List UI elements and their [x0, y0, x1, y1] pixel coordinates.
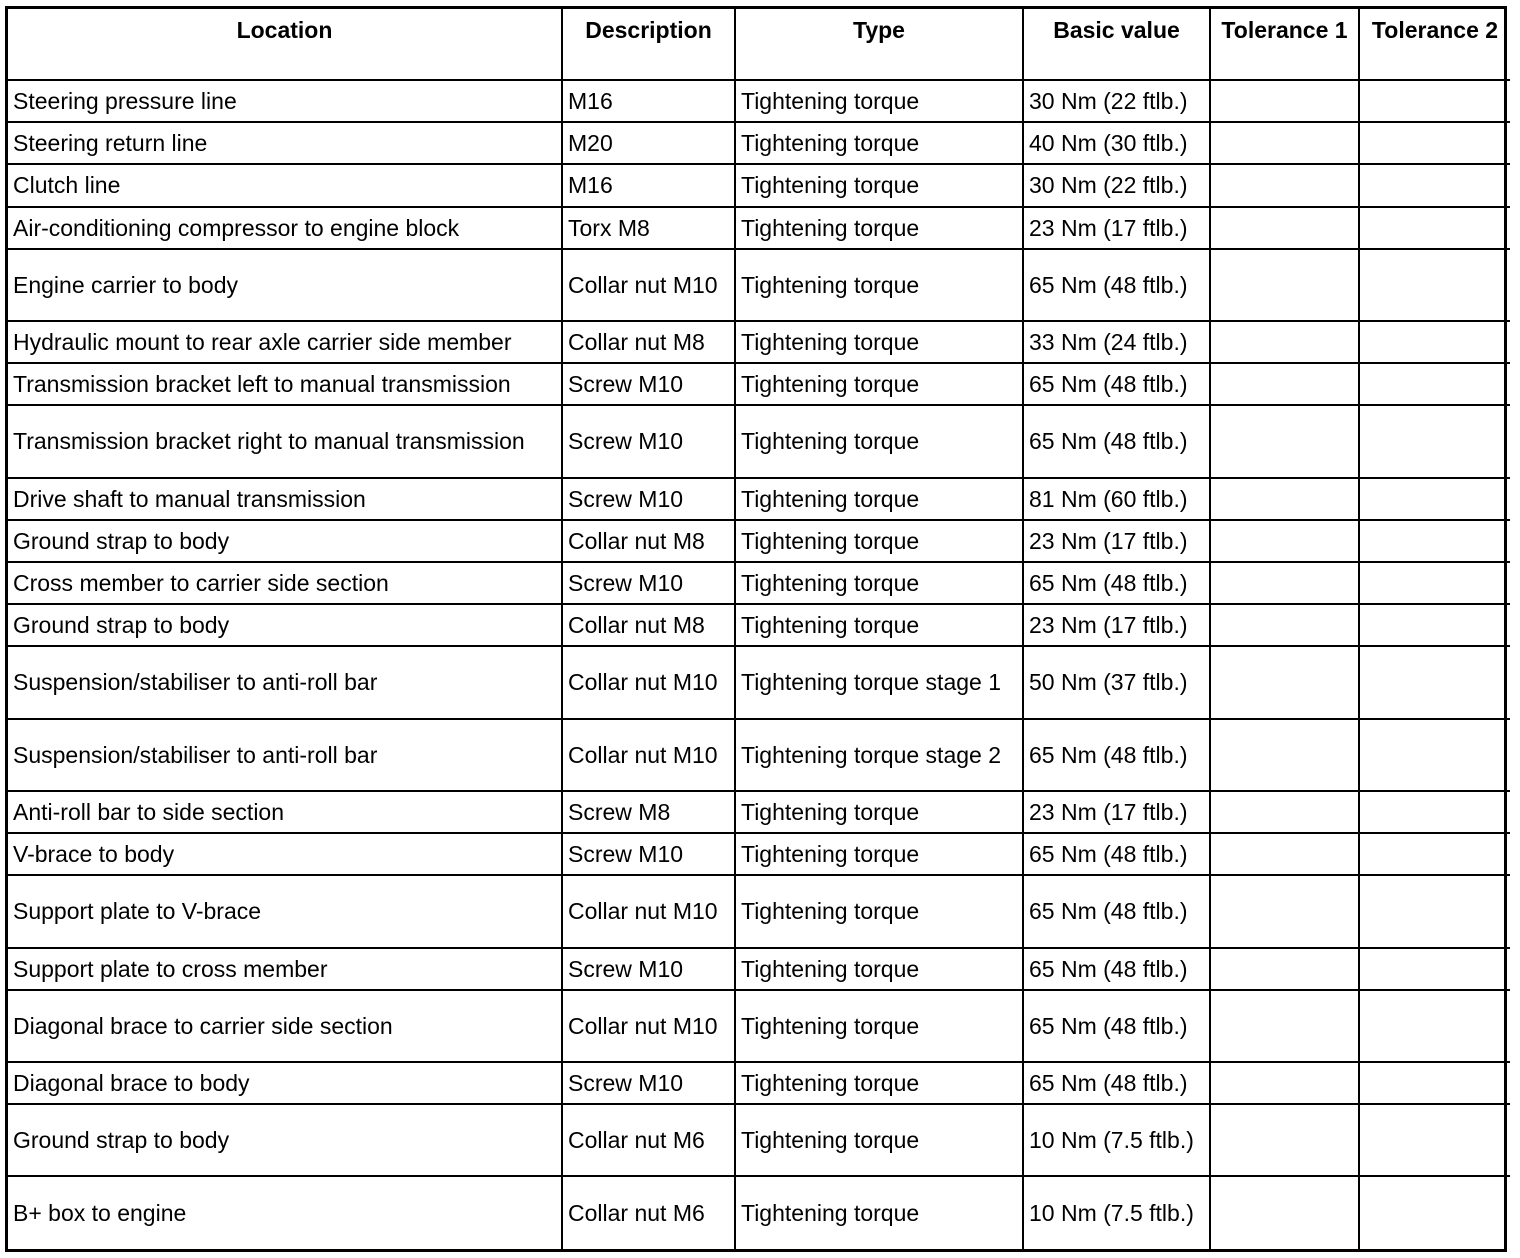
basic-value-cell: 30 Nm (22 ftlb.): [1023, 80, 1210, 122]
tolerance-2-cell: [1359, 1062, 1510, 1104]
basic-value-cell: 40 Nm (30 ftlb.): [1023, 122, 1210, 164]
description-cell: Collar nut M10: [562, 875, 735, 947]
tolerance-1-cell: [1210, 321, 1359, 363]
tolerance-2-cell: [1359, 833, 1510, 875]
description-cell: Collar nut M10: [562, 249, 735, 321]
type-cell: Tightening torque: [735, 321, 1023, 363]
basic-value-cell: 33 Nm (24 ftlb.): [1023, 321, 1210, 363]
table-row: [8, 990, 1510, 1062]
table-row: [8, 363, 1510, 405]
tolerance-1-cell: [1210, 1176, 1359, 1249]
type-cell: Tightening torque: [735, 1104, 1023, 1176]
basic-value-cell: 10 Nm (7.5 ftlb.): [1023, 1176, 1210, 1249]
type-cell: Tightening torque stage 1: [735, 646, 1023, 718]
type-cell: Tightening torque: [735, 405, 1023, 477]
table-row: [8, 604, 1510, 646]
basic-value-cell: 65 Nm (48 ftlb.): [1023, 1062, 1210, 1104]
location-cell: Ground strap to body: [8, 604, 562, 646]
torque-specifications-table: [8, 9, 1510, 1249]
tolerance-2-cell: [1359, 122, 1510, 164]
type-cell: Tightening torque: [735, 562, 1023, 604]
type-cell: Tightening torque: [735, 604, 1023, 646]
tolerance-2-cell: [1359, 363, 1510, 405]
header-type: Type: [735, 9, 1023, 80]
type-cell: Tightening torque: [735, 1062, 1023, 1104]
tolerance-2-cell: [1359, 604, 1510, 646]
location-cell: Ground strap to body: [8, 520, 562, 562]
table-row: [8, 875, 1510, 947]
table-row: [8, 1062, 1510, 1104]
description-cell: M16: [562, 164, 735, 206]
table-row: [8, 478, 1510, 520]
location-cell: Steering return line: [8, 122, 562, 164]
description-cell: Collar nut M10: [562, 990, 735, 1062]
tolerance-1-cell: [1210, 948, 1359, 990]
location-cell: Suspension/stabiliser to anti-roll bar: [8, 719, 562, 791]
tolerance-1-cell: [1210, 833, 1359, 875]
tolerance-2-cell: [1359, 405, 1510, 477]
basic-value-cell: 65 Nm (48 ftlb.): [1023, 948, 1210, 990]
header-description: Description: [562, 9, 735, 80]
basic-value-cell: 30 Nm (22 ftlb.): [1023, 164, 1210, 206]
tolerance-1-cell: [1210, 562, 1359, 604]
description-cell: Screw M10: [562, 948, 735, 990]
description-cell: Screw M10: [562, 562, 735, 604]
type-cell: Tightening torque: [735, 249, 1023, 321]
description-cell: Screw M10: [562, 478, 735, 520]
tolerance-1-cell: [1210, 1062, 1359, 1104]
basic-value-cell: 65 Nm (48 ftlb.): [1023, 405, 1210, 477]
location-cell: Drive shaft to manual transmission: [8, 478, 562, 520]
basic-value-cell: 50 Nm (37 ftlb.): [1023, 646, 1210, 718]
location-cell: Suspension/stabiliser to anti-roll bar: [8, 646, 562, 718]
location-cell: Cross member to carrier side section: [8, 562, 562, 604]
tolerance-1-cell: [1210, 405, 1359, 477]
table-row: [8, 562, 1510, 604]
basic-value-cell: 65 Nm (48 ftlb.): [1023, 562, 1210, 604]
location-cell: Hydraulic mount to rear axle carrier side member: [8, 321, 562, 363]
tolerance-2-cell: [1359, 562, 1510, 604]
table-row: [8, 520, 1510, 562]
description-cell: Collar nut M10: [562, 646, 735, 718]
basic-value-cell: 23 Nm (17 ftlb.): [1023, 791, 1210, 833]
table-row: [8, 791, 1510, 833]
tolerance-1-cell: [1210, 1104, 1359, 1176]
basic-value-cell: 65 Nm (48 ftlb.): [1023, 833, 1210, 875]
table-row: [8, 321, 1510, 363]
tolerance-2-cell: [1359, 164, 1510, 206]
type-cell: Tightening torque: [735, 164, 1023, 206]
type-cell: Tightening torque: [735, 990, 1023, 1062]
tolerance-2-cell: [1359, 646, 1510, 718]
description-cell: Screw M10: [562, 363, 735, 405]
description-cell: Collar nut M6: [562, 1104, 735, 1176]
location-cell: B+ box to engine: [8, 1176, 562, 1249]
description-cell: Collar nut M6: [562, 1176, 735, 1249]
location-cell: Anti-roll bar to side section: [8, 791, 562, 833]
description-cell: Collar nut M8: [562, 520, 735, 562]
type-cell: Tightening torque: [735, 948, 1023, 990]
table-row: [8, 719, 1510, 791]
table-row: [8, 646, 1510, 718]
basic-value-cell: 65 Nm (48 ftlb.): [1023, 875, 1210, 947]
tolerance-1-cell: [1210, 990, 1359, 1062]
description-cell: Screw M10: [562, 833, 735, 875]
tolerance-2-cell: [1359, 1176, 1510, 1249]
basic-value-cell: 23 Nm (17 ftlb.): [1023, 520, 1210, 562]
basic-value-cell: 65 Nm (48 ftlb.): [1023, 249, 1210, 321]
table-row: [8, 1176, 1510, 1249]
tolerance-1-cell: [1210, 164, 1359, 206]
tolerance-1-cell: [1210, 719, 1359, 791]
tolerance-1-cell: [1210, 363, 1359, 405]
type-cell: Tightening torque: [735, 478, 1023, 520]
basic-value-cell: 81 Nm (60 ftlb.): [1023, 478, 1210, 520]
location-cell: Ground strap to body: [8, 1104, 562, 1176]
tolerance-2-cell: [1359, 1104, 1510, 1176]
tolerance-1-cell: [1210, 249, 1359, 321]
header-basic-value: Basic value: [1023, 9, 1210, 80]
description-cell: Collar nut M10: [562, 719, 735, 791]
table-row: [8, 1104, 1510, 1176]
torque-table-frame: [5, 6, 1507, 1252]
tolerance-1-cell: [1210, 875, 1359, 947]
table-row: [8, 405, 1510, 477]
header-location: Location: [8, 9, 562, 80]
header-tolerance-1: Tolerance 1: [1210, 9, 1359, 80]
location-cell: Diagonal brace to body: [8, 1062, 562, 1104]
location-cell: Support plate to cross member: [8, 948, 562, 990]
tolerance-2-cell: [1359, 948, 1510, 990]
tolerance-1-cell: [1210, 604, 1359, 646]
tolerance-2-cell: [1359, 719, 1510, 791]
type-cell: Tightening torque: [735, 207, 1023, 249]
location-cell: Transmission bracket right to manual transmission: [8, 405, 562, 477]
tolerance-2-cell: [1359, 520, 1510, 562]
location-cell: Engine carrier to body: [8, 249, 562, 321]
location-cell: Steering pressure line: [8, 80, 562, 122]
tolerance-1-cell: [1210, 791, 1359, 833]
description-cell: Screw M8: [562, 791, 735, 833]
location-cell: Transmission bracket left to manual transmission: [8, 363, 562, 405]
tolerance-2-cell: [1359, 249, 1510, 321]
type-cell: Tightening torque: [735, 833, 1023, 875]
tolerance-1-cell: [1210, 207, 1359, 249]
type-cell: Tightening torque: [735, 122, 1023, 164]
header-row: [8, 9, 1510, 80]
type-cell: Tightening torque: [735, 80, 1023, 122]
basic-value-cell: 65 Nm (48 ftlb.): [1023, 363, 1210, 405]
tolerance-2-cell: [1359, 791, 1510, 833]
table-row: [8, 249, 1510, 321]
tolerance-2-cell: [1359, 207, 1510, 249]
tolerance-1-cell: [1210, 122, 1359, 164]
location-cell: V-brace to body: [8, 833, 562, 875]
table-row: [8, 948, 1510, 990]
type-cell: Tightening torque: [735, 875, 1023, 947]
description-cell: Collar nut M8: [562, 321, 735, 363]
table-row: [8, 122, 1510, 164]
basic-value-cell: 23 Nm (17 ftlb.): [1023, 207, 1210, 249]
description-cell: M20: [562, 122, 735, 164]
header-tolerance-2: Tolerance 2: [1359, 9, 1510, 80]
description-cell: Screw M10: [562, 405, 735, 477]
type-cell: Tightening torque: [735, 791, 1023, 833]
location-cell: Support plate to V-brace: [8, 875, 562, 947]
description-cell: Collar nut M8: [562, 604, 735, 646]
table-body: [8, 80, 1510, 1249]
type-cell: Tightening torque: [735, 520, 1023, 562]
location-cell: Air-conditioning compressor to engine block: [8, 207, 562, 249]
type-cell: Tightening torque stage 2: [735, 719, 1023, 791]
location-cell: Clutch line: [8, 164, 562, 206]
tolerance-2-cell: [1359, 321, 1510, 363]
description-cell: Screw M10: [562, 1062, 735, 1104]
description-cell: M16: [562, 80, 735, 122]
tolerance-2-cell: [1359, 478, 1510, 520]
tolerance-2-cell: [1359, 875, 1510, 947]
tolerance-1-cell: [1210, 478, 1359, 520]
tolerance-1-cell: [1210, 80, 1359, 122]
tolerance-2-cell: [1359, 80, 1510, 122]
basic-value-cell: 65 Nm (48 ftlb.): [1023, 990, 1210, 1062]
tolerance-2-cell: [1359, 990, 1510, 1062]
tolerance-1-cell: [1210, 520, 1359, 562]
type-cell: Tightening torque: [735, 1176, 1023, 1249]
tolerance-1-cell: [1210, 646, 1359, 718]
table-row: [8, 207, 1510, 249]
type-cell: Tightening torque: [735, 363, 1023, 405]
table-row: [8, 80, 1510, 122]
description-cell: Torx M8: [562, 207, 735, 249]
table-row: [8, 833, 1510, 875]
table-row: [8, 164, 1510, 206]
basic-value-cell: 10 Nm (7.5 ftlb.): [1023, 1104, 1210, 1176]
location-cell: Diagonal brace to carrier side section: [8, 990, 562, 1062]
basic-value-cell: 23 Nm (17 ftlb.): [1023, 604, 1210, 646]
basic-value-cell: 65 Nm (48 ftlb.): [1023, 719, 1210, 791]
